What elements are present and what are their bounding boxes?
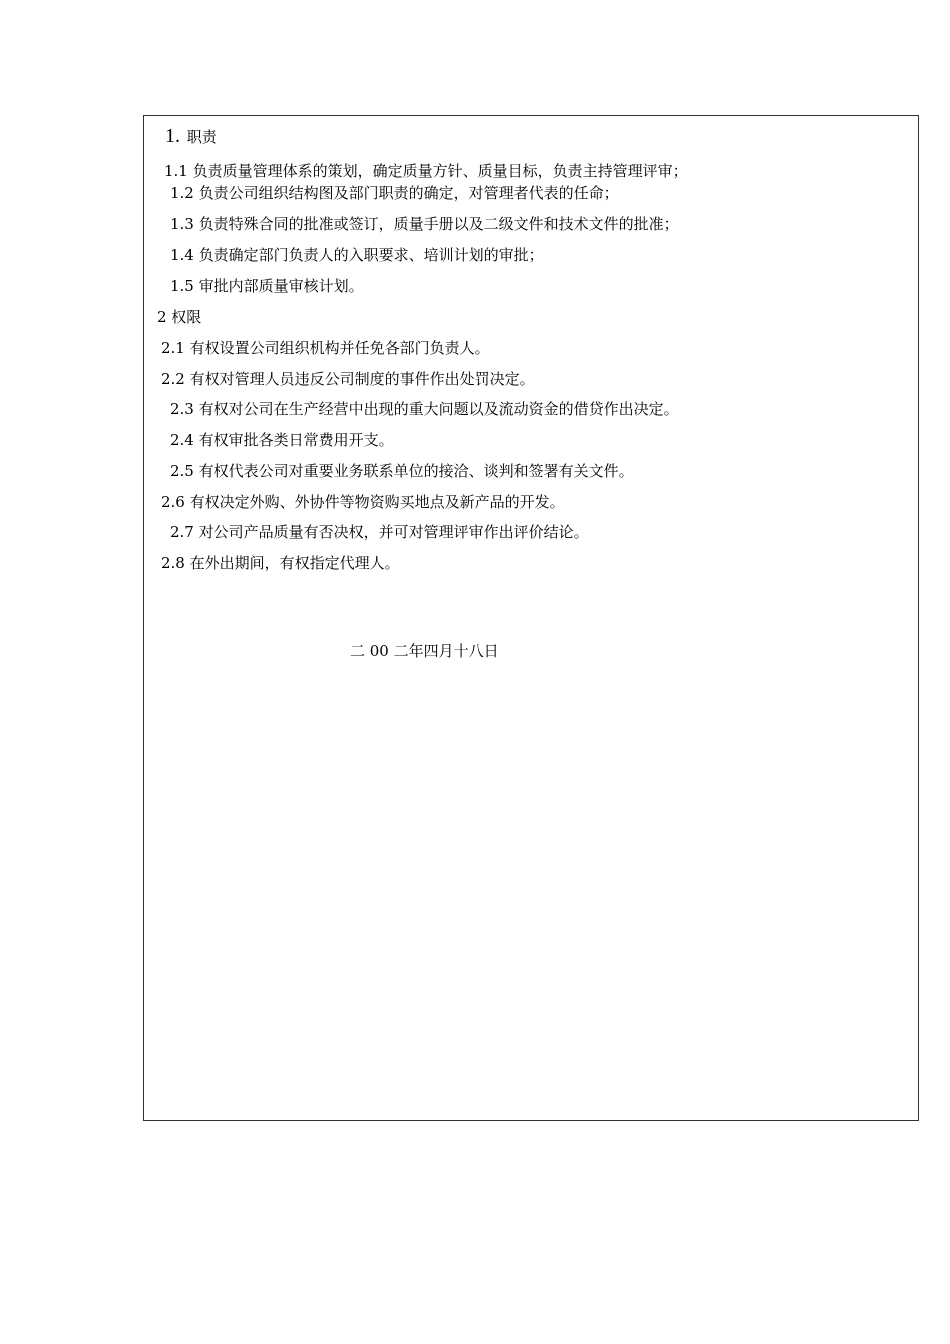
- item-2-6: 2.6 有权决定外购、外协件等物资购买地点及新产品的开发。: [161, 493, 565, 511]
- item-2-1: 2.1 有权设置公司组织机构并任免各部门负责人。: [161, 339, 490, 357]
- item-2-7: 2.7 对公司产品质量有否决权，并可对管理评审作出评价结论。: [170, 523, 589, 541]
- document-frame: [143, 115, 919, 1121]
- section-1-title: 职责: [186, 128, 217, 146]
- item-2-4: 2.4 有权审批各类日常费用开支。: [170, 431, 394, 449]
- section-1-heading: [165, 126, 217, 147]
- item-1-3: 1.3 负责特殊合同的批准或签订，质量手册以及二级文件和技术文件的批准；: [170, 215, 679, 233]
- item-2-2: 2.2 有权对管理人员违反公司制度的事件作出处罚决定。: [161, 370, 535, 388]
- item-1-4: 1.4 负责确定部门负责人的入职要求、培训计划的审批；: [170, 246, 544, 264]
- item-2-8: 2.8 在外出期间，有权指定代理人。: [161, 554, 400, 572]
- section-2-heading: 2 权限: [157, 308, 202, 326]
- section-1-number: 1.: [165, 125, 180, 147]
- document-date: 二 00 二年四月十八日: [350, 642, 499, 660]
- item-1-1: 1.1 负责质量管理体系的策划，确定质量方针、质量目标，负责主持管理评审；: [164, 162, 688, 180]
- item-1-5: 1.5 审批内部质量审核计划。: [170, 277, 364, 295]
- item-1-2: 1.2 负责公司组织结构图及部门职责的确定，对管理者代表的任命；: [170, 184, 619, 202]
- item-2-5: 2.5 有权代表公司对重要业务联系单位的接洽、谈判和签署有关文件。: [170, 462, 634, 480]
- item-2-3: 2.3 有权对公司在生产经营中出现的重大问题以及流动资金的借贷作出决定。: [170, 400, 679, 418]
